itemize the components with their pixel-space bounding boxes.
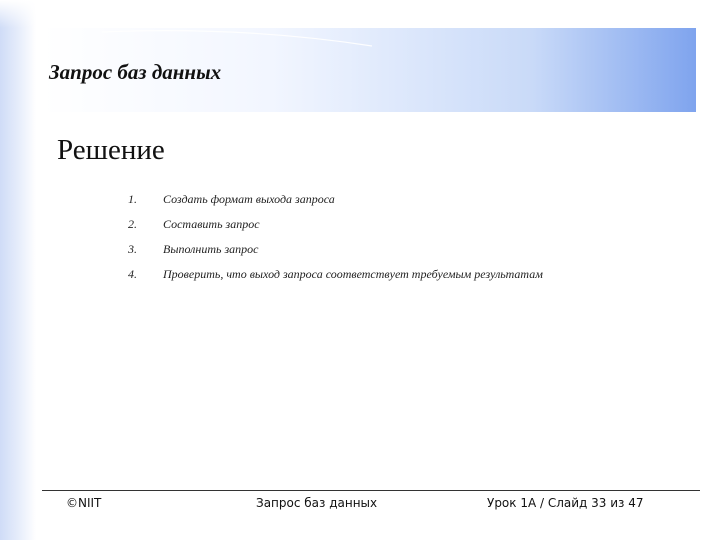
step-text: Составить запрос	[163, 217, 260, 231]
step-text: Проверить, что выход запроса соответствует требуемым результатам	[163, 267, 543, 281]
step-text: Создать формат выхода запроса	[163, 192, 335, 206]
list-item	[128, 242, 688, 267]
footer-divider	[42, 490, 700, 491]
left-decorative-strip	[0, 0, 36, 540]
list-item	[128, 192, 688, 217]
step-number: 1.	[128, 192, 137, 206]
left-strip-fade	[0, 0, 36, 28]
step-text: Выполнить запрос	[163, 242, 259, 256]
list-item	[128, 267, 688, 292]
footer-slide-number: Урок 1А / Слайд 33 из 47	[487, 496, 644, 510]
footer-copyright: ©NIIT	[66, 496, 102, 510]
slide-title: Запрос баз данных	[49, 60, 222, 84]
step-number: 4.	[128, 267, 137, 281]
steps-list	[128, 192, 688, 292]
step-number: 3.	[128, 242, 137, 256]
section-heading: Решение	[57, 134, 165, 166]
step-number: 2.	[128, 217, 137, 231]
footer-title: Запрос баз данных	[256, 496, 378, 510]
list-item	[128, 217, 688, 242]
